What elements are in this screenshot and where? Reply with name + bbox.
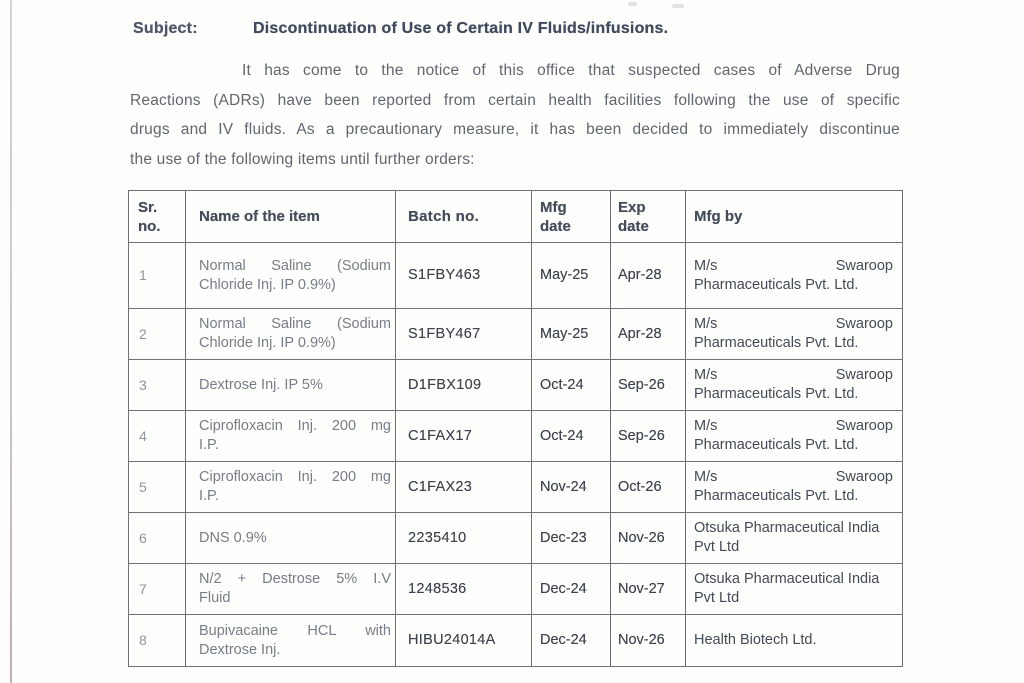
cell-exp-date [611, 309, 686, 360]
cell-text-line: C1FAX17 [408, 427, 473, 444]
cell-text-line: Nov-24 [540, 478, 587, 495]
cell-text-line: Dec-23 [540, 529, 587, 546]
cell-text-line: DNS 0.9% [199, 529, 267, 546]
cell-text-line: May-25 [540, 267, 589, 283]
cell-text-line: M/s Swaroop [694, 257, 893, 274]
cell-mfg-by [686, 309, 902, 360]
cell-mfg-date [532, 243, 611, 309]
cell-item-name [186, 243, 396, 309]
cell-text-line: Ciprofloxacin Inj. 200 mg [199, 469, 391, 485]
discontinued-items-table [128, 190, 903, 667]
table-header-row [129, 191, 902, 243]
cell-text-line: Bupivacaine HCL with [199, 622, 391, 639]
cell-text-line: Batch no. [408, 208, 480, 225]
table-row [129, 243, 902, 309]
cell-text-line: Sr. [138, 198, 158, 216]
cell-text-line: Dec-24 [540, 580, 587, 597]
cell-text-line: Health Biotech Ltd. [694, 632, 817, 648]
cell-text-line: M/s Swaroop [694, 316, 893, 332]
cell-text-line: Apr-28 [618, 325, 662, 342]
cell-text-line: Normal Saline (Sodium [199, 316, 391, 332]
cell-text-line: S1FBY467 [408, 325, 481, 342]
cell-mfg-date [532, 309, 611, 360]
cell-mfg-date [532, 564, 611, 615]
cell-exp-date [611, 411, 686, 462]
col-header-exp-date [611, 191, 686, 243]
cell-text-line: D1FBX109 [408, 376, 482, 393]
cell-text-line: S1FBY463 [408, 267, 481, 283]
cell-exp-date [611, 360, 686, 411]
col-header-mfg-date [532, 191, 611, 243]
table-row [129, 462, 902, 513]
cell-text-line: Pharmaceuticals Pvt. Ltd. [694, 276, 859, 293]
cell-text-line: N/2 + Destrose 5% I.V [199, 571, 391, 587]
subject-label: Subject: [133, 20, 198, 37]
cell-text-line: M/s Swaroop [694, 469, 893, 485]
cell-batch-no [396, 243, 532, 309]
cell-mfg-by [686, 360, 902, 411]
cell-mfg-date [532, 462, 611, 513]
cell-text-line: 2 [139, 325, 147, 342]
cell-text-line: I.P. [199, 488, 219, 504]
cell-mfg-date [532, 360, 611, 411]
cell-text-line: Normal Saline (Sodium [199, 257, 391, 274]
scan-artifact [672, 4, 684, 8]
col-header-batch-no [396, 191, 532, 243]
cell-text-line: Pharmaceuticals Pvt. Ltd. [694, 335, 859, 351]
cell-item-name [186, 564, 396, 615]
cell-text-line: Nov-27 [618, 580, 665, 597]
cell-sr-no [129, 564, 186, 615]
cell-text-line: M/s Swaroop [694, 367, 893, 383]
page-edge-scan-line [10, 0, 12, 683]
cell-text-line: Mfg by [694, 208, 743, 225]
cell-text-line: 7 [139, 580, 147, 597]
paragraph-line: the use of the following items until further orders: [130, 150, 475, 168]
cell-mfg-date [532, 615, 611, 666]
cell-exp-date [611, 615, 686, 666]
cell-batch-no [396, 411, 532, 462]
cell-sr-no [129, 360, 186, 411]
paragraph-line: It has come to the notice of this office that suspected cases of Adverse Drug [242, 62, 900, 79]
table-row [129, 309, 902, 360]
cell-text-line: date [618, 217, 649, 235]
cell-mfg-by [686, 615, 902, 666]
cell-text-line: Pharmaceuticals Pvt. Ltd. [694, 488, 859, 504]
cell-mfg-by [686, 513, 902, 564]
cell-text-line: Nov-26 [618, 529, 665, 546]
cell-item-name [186, 462, 396, 513]
scan-artifact [628, 2, 637, 6]
cell-text-line: 5 [139, 478, 147, 495]
body-paragraph [130, 56, 900, 174]
cell-item-name [186, 615, 396, 666]
cell-mfg-by [686, 243, 902, 309]
cell-text-line: M/s Swaroop [694, 418, 893, 434]
cell-sr-no [129, 243, 186, 309]
cell-text-line: Dec-24 [540, 632, 587, 648]
cell-text-line: 1 [139, 267, 147, 283]
cell-text-line: 3 [139, 376, 147, 393]
cell-text-line: Oct-24 [540, 427, 584, 444]
col-header-mfg-by [686, 191, 902, 243]
cell-mfg-by [686, 411, 902, 462]
cell-sr-no [129, 309, 186, 360]
cell-text-line: Pvt Ltd [694, 590, 740, 606]
cell-text-line: Otsuka Pharmaceutical India [694, 571, 880, 587]
cell-text-line: Otsuka Pharmaceutical India [694, 520, 880, 536]
cell-text-line: 1248536 [408, 580, 467, 597]
cell-text-line: Pharmaceuticals Pvt. Ltd. [694, 386, 859, 402]
cell-exp-date [611, 462, 686, 513]
cell-text-line: 2235410 [408, 529, 467, 546]
cell-sr-no [129, 411, 186, 462]
cell-text-line: no. [138, 217, 161, 235]
cell-sr-no [129, 462, 186, 513]
col-header-item-name [186, 191, 396, 243]
cell-batch-no [396, 513, 532, 564]
cell-batch-no [396, 462, 532, 513]
cell-text-line: 4 [139, 427, 147, 444]
paragraph-line: drugs and IV fluids. As a precautionary measure, it has been decided to immediately discontinue [130, 121, 900, 138]
paragraph-line: Reactions (ADRs) have been reported from certain health facilities following the use of specific [130, 91, 900, 109]
table-row [129, 615, 902, 666]
cell-text-line: Mfg [540, 198, 567, 216]
cell-text-line: I.P. [199, 437, 219, 453]
table-row [129, 513, 902, 564]
table-row [129, 564, 902, 615]
cell-text-line: May-25 [540, 325, 589, 342]
cell-batch-no [396, 309, 532, 360]
cell-batch-no [396, 564, 532, 615]
cell-batch-no [396, 360, 532, 411]
cell-mfg-date [532, 411, 611, 462]
cell-item-name [186, 309, 396, 360]
cell-text-line: 6 [139, 529, 147, 546]
cell-text-line: Sep-26 [618, 376, 665, 393]
cell-text-line: Fluid [199, 590, 231, 606]
cell-text-line: Oct-24 [540, 376, 584, 393]
cell-text-line: Ciprofloxacin Inj. 200 mg [199, 418, 391, 434]
cell-text-line: Pharmaceuticals Pvt. Ltd. [694, 437, 859, 453]
cell-text-line: HIBU24014A [408, 632, 496, 648]
cell-mfg-by [686, 564, 902, 615]
table-row [129, 360, 902, 411]
table-row [129, 411, 902, 462]
cell-text-line: Dextrose Inj. [199, 641, 281, 658]
cell-item-name [186, 360, 396, 411]
cell-item-name [186, 513, 396, 564]
col-header-sr-no [129, 191, 186, 243]
cell-batch-no [396, 615, 532, 666]
subject-row [133, 20, 913, 38]
cell-text-line: Oct-26 [618, 478, 662, 495]
cell-text-line: Chloride Inj. IP 0.9%) [199, 276, 336, 293]
cell-sr-no [129, 513, 186, 564]
cell-exp-date [611, 243, 686, 309]
cell-text-line: Name of the item [199, 208, 320, 225]
cell-mfg-by [686, 462, 902, 513]
cell-text-line: C1FAX23 [408, 478, 473, 495]
cell-mfg-date [532, 513, 611, 564]
cell-sr-no [129, 615, 186, 666]
cell-text-line: Exp [618, 198, 646, 216]
cell-text-line: Nov-26 [618, 632, 665, 648]
cell-text-line: Apr-28 [618, 267, 662, 283]
cell-item-name [186, 411, 396, 462]
cell-text-line: 8 [139, 632, 147, 648]
cell-text-line: Pvt Ltd [694, 539, 740, 555]
cell-text-line: Sep-26 [618, 427, 665, 444]
cell-text-line: Chloride Inj. IP 0.9%) [199, 335, 336, 351]
cell-exp-date [611, 513, 686, 564]
cell-text-line: Dextrose Inj. IP 5% [199, 376, 323, 393]
subject-text: Discontinuation of Use of Certain IV Fluids/infusions. [253, 20, 669, 37]
cell-exp-date [611, 564, 686, 615]
cell-text-line: date [540, 217, 571, 235]
